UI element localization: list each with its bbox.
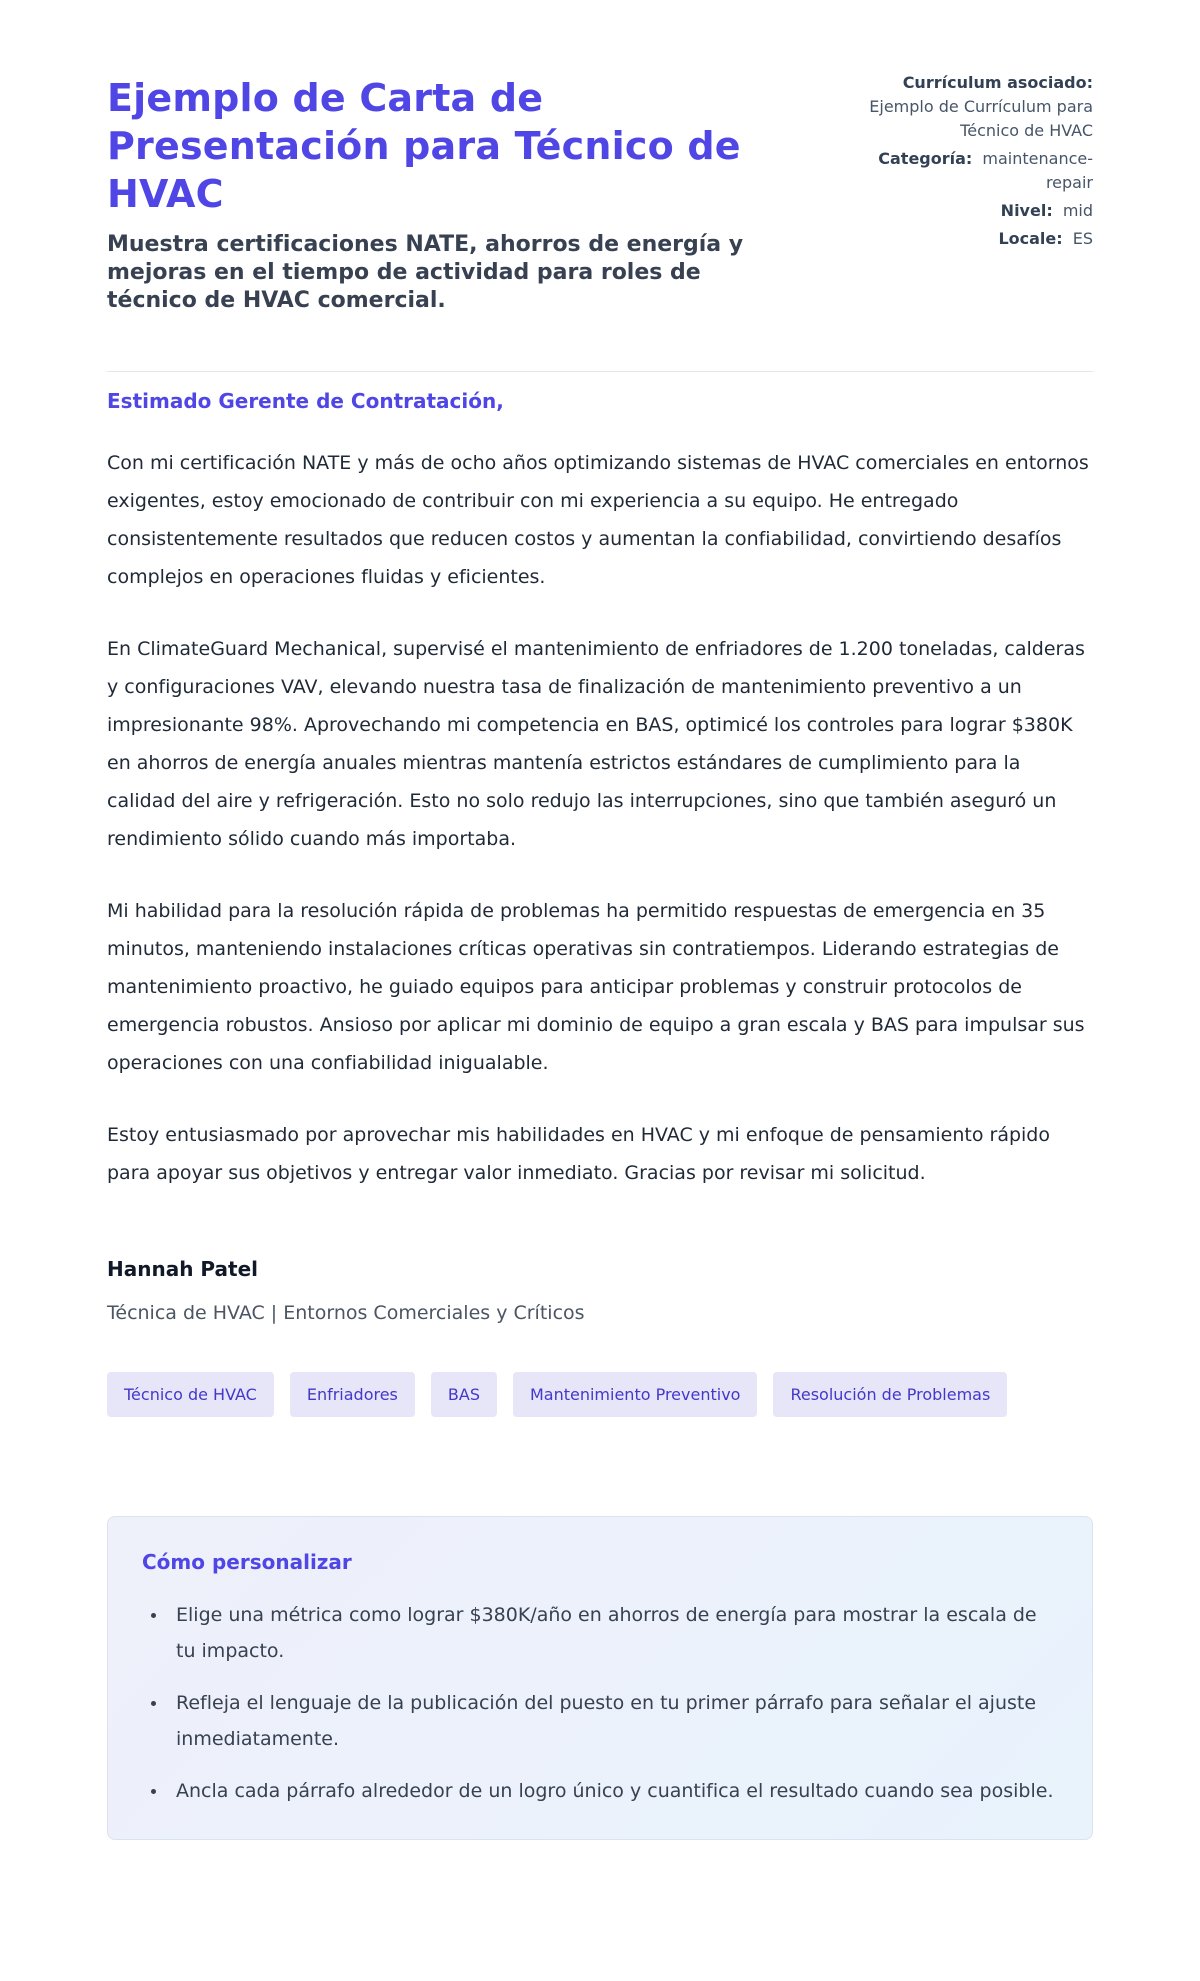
header-divider (107, 371, 1093, 372)
meta-label: Locale: (998, 229, 1063, 248)
tip-item-2: • Refleja el lenguaje de la publicación del puesto en tu primer párrafo para señalar el ajuste inmediatamente. (168, 1685, 1058, 1757)
meta-level (861, 199, 1093, 223)
title-block (107, 75, 767, 315)
letter-paragraph-4: Estoy entusiasmado por aprovechar mis habilidades en HVAC y mi enfoque de pensamiento rápido para apoyar sus objetivos y entregar valor inmediato. Gracias por revisar mi solicitud. (107, 1124, 1050, 1185)
skill-tag: Enfriadores (290, 1372, 415, 1417)
letter-body (107, 386, 1093, 1417)
skill-tag: Resolución de Problemas (773, 1372, 1007, 1417)
skill-tag: Mantenimiento Preventivo (513, 1372, 757, 1417)
customization-tips-box (107, 1516, 1093, 1840)
page-header (107, 75, 1093, 315)
meta-value: maintenance-repair (982, 149, 1093, 192)
tips-list (142, 1597, 1058, 1809)
tips-title: Cómo personalizar (142, 1550, 352, 1575)
skill-tag: BAS (431, 1372, 497, 1417)
meta-label: Nivel: (1000, 201, 1053, 220)
meta-category (861, 147, 1093, 195)
skill-tag: Técnico de HVAC (107, 1372, 274, 1417)
meta-label: Categoría: (878, 149, 973, 168)
meta-value: ES (1072, 229, 1093, 248)
meta-associated-resume (861, 71, 1093, 143)
meta-value: mid (1062, 201, 1093, 220)
signature-role: Técnica de HVAC | Entornos Comerciales y Críticos (107, 1302, 585, 1325)
letter-paragraph-3: Mi habilidad para la resolución rápida de problemas ha permitido respuestas de emergencia en 35 minutos, manteniendo instalaciones críticas operativas sin contratiempos. Liderando estrategias de mantenimiento proactivo, he guiado equipos para anticipar problemas y construir protocolos de emergencia robustos. Ansioso por aplicar mi dominio de equipo a gran escala y BAS para impulsar sus operaciones con una confiabilidad inigualable. (107, 900, 1085, 1075)
meta-value: Ejemplo de Currículum para Técnico de HVAC (869, 97, 1093, 140)
signature-name: Hannah Patel (107, 1257, 259, 1282)
letter-paragraph-1: Con mi certificación NATE y más de ocho años optimizando sistemas de HVAC comerciales en entornos exigentes, estoy emocionado de contribuir con mi experiencia a su equipo. He entregado consistentemente resultados que reducen costos y aumentan la confiabilidad, convirtiendo desafíos complejos en operaciones fluidas y eficientes. (107, 452, 1089, 589)
meta-label: Currículum asociado: (902, 73, 1093, 92)
letter-paragraph-2: En ClimateGuard Mechanical, supervisé el mantenimiento de enfriadores de 1.200 toneladas, calderas y configuraciones VAV, elevando nuestra tasa de finalización de mantenimiento preventivo a un impresionante 98%. Aprovechando mi competencia en BAS, optimicé los controles para lograr $380K en ahorros de energía anuales mientras mantenía estrictos estándares de cumplimiento para la calidad del aire y refrigeración. Esto no solo redujo las interrupciones, sino que también aseguró un rendimiento sólido cuando más importaba. (107, 638, 1085, 851)
meta-locale (861, 227, 1093, 251)
tip-item-1: • Elige una métrica como lograr $380K/año en ahorros de energía para mostrar la escala de tu impacto. (168, 1597, 1058, 1669)
tip-item-3: • Ancla cada párrafo alrededor de un logro único y cuantifica el resultado cuando sea posible. (168, 1773, 1058, 1809)
metadata-block (861, 71, 1093, 255)
page-subtitle: Muestra certificaciones NATE, ahorros de energía y mejoras en el tiempo de actividad para roles de técnico de HVAC comercial. (107, 231, 744, 313)
page-title: Ejemplo de Carta de Presentación para Técnico de HVAC (107, 76, 741, 216)
letter-greeting: Estimado Gerente de Contratación, (107, 389, 504, 414)
skill-tags-row (107, 1372, 1093, 1417)
